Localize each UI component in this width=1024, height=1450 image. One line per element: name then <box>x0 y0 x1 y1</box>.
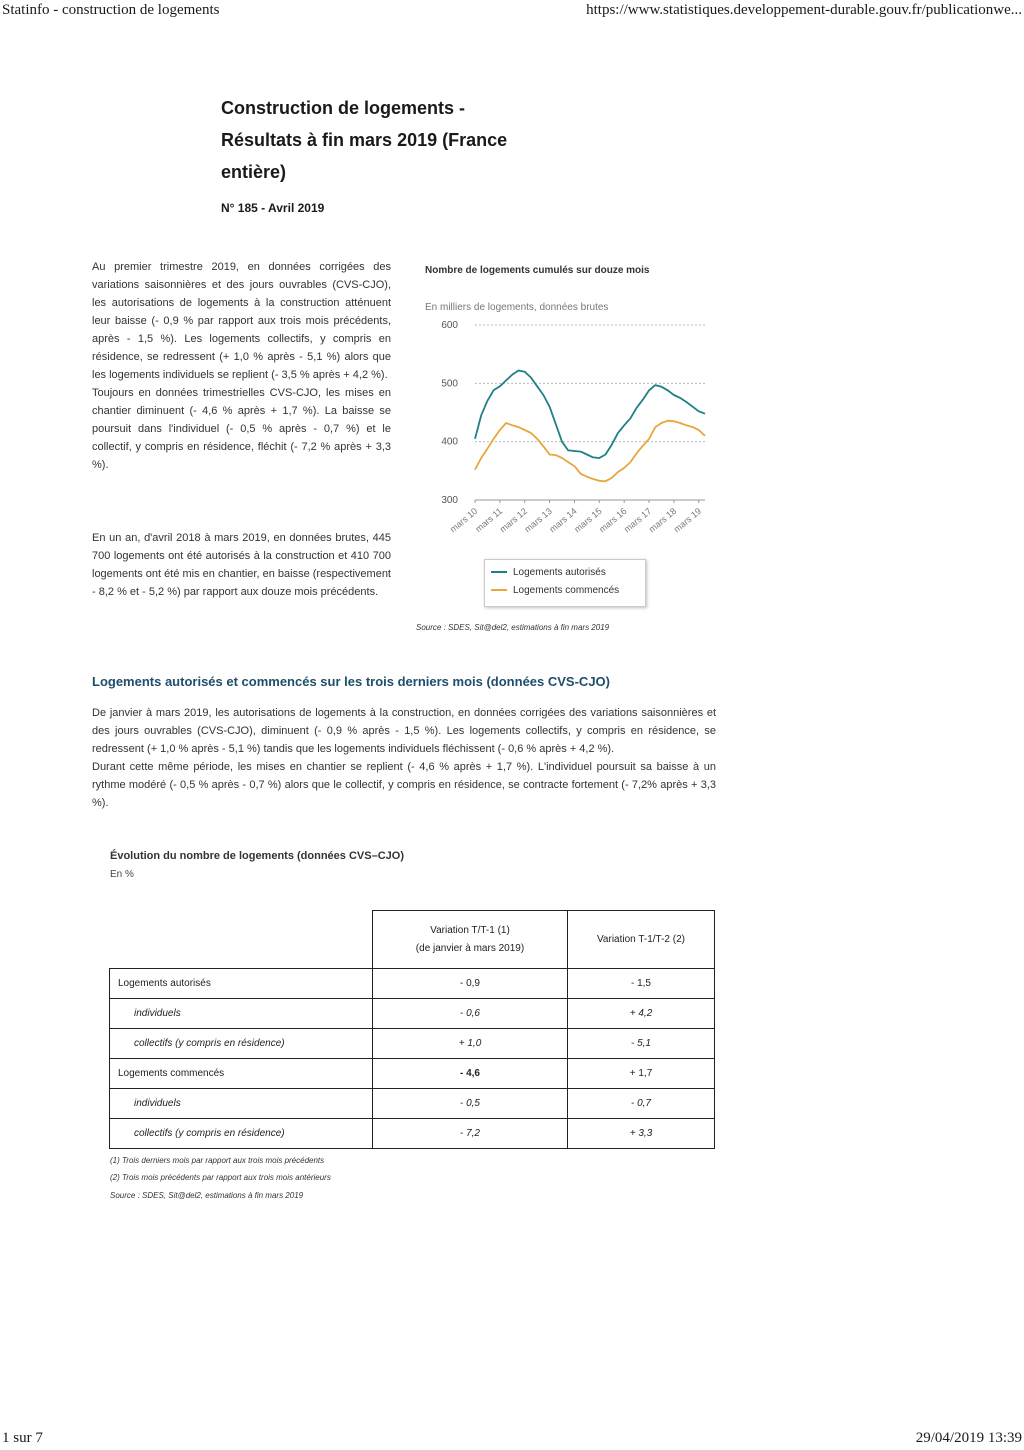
chart-source: Source : SDES, Sit@del2, estimations à fin mars 2019 <box>416 623 610 632</box>
section-title: Logements autorisés et commencés sur les trois derniers mois (données CVS-CJO) <box>92 674 610 689</box>
x-tick-label: mars 17 <box>622 505 654 535</box>
chart-title: Nombre de logements cumulés sur douze mois <box>425 265 650 276</box>
table-row-label: collectifs (y compris en résidence) <box>110 1029 373 1059</box>
table-source: Source : SDES, Sit@del2, estimations à fin mars 2019 <box>110 1191 304 1200</box>
x-tick-label: mars 10 <box>447 505 480 535</box>
intro-paragraph-1: Au premier trimestre 2019, en données corrigées des variations saisonnières et des jours ouvrables (CVS-CJO), les autorisations de logements à la construction atténuent leur baisse (- 0,9 % par rapport aux trois mois précédents, après - 1,5 %). Les logements collectifs, y compris en résidence, se redressent (+ 1,0 % après - 5,1 %) alors que les logements individuels se replient (- 3,5 % après + 4,2 %). <box>92 261 391 381</box>
x-tick-label: mars 14 <box>547 505 579 535</box>
evolution-table <box>109 910 715 1149</box>
line-chart <box>430 315 720 555</box>
table-row <box>110 999 715 1029</box>
table-cell-v2: - 5,1 <box>568 1029 715 1059</box>
intro-text <box>92 258 391 474</box>
legend-item-commences <box>491 584 619 598</box>
legend-swatch-commences <box>491 589 507 591</box>
table-note-2: (2) Trois mois précédents par rapport aux trois mois antérieurs <box>110 1173 331 1182</box>
table-cell-v1: - 0,5 <box>373 1089 568 1119</box>
y-tick-label: 600 <box>441 320 458 331</box>
table-cell-v2: - 1,5 <box>568 969 715 999</box>
x-tick-label: mars 12 <box>497 505 530 535</box>
legend-label-autorises: Logements autorisés <box>513 567 606 578</box>
table-row-label: Logements autorisés <box>110 969 373 999</box>
intro-paragraph-3: En un an, d'avril 2018 à mars 2019, en données brutes, 445 700 logements ont été autorisés à la construction et 410 700 logements ont été mis en chantier, en baisse (respectivement - 8,2 % et - 5,2 %) par rapport aux douze mois précédents. <box>92 532 391 598</box>
print-header-url: https://www.statistiques.developpement-durable.gouv.fr/publicationwe... <box>586 2 1022 18</box>
x-tick-label: mars 11 <box>473 505 505 535</box>
table-header-col1-line1: Variation T/T-1 (1) <box>430 924 510 936</box>
intro-paragraph-2: Toujours en données trimestrielles CVS-CJO, les mises en chantier diminuent (- 4,6 % après + 1,7 %). La baisse se poursuit dans l'individuel (- 0,5 % après - 0,7 %) et le collectif, y compris en résidence, fléchit (- 7,2 % après + 3,3 %). <box>92 387 391 471</box>
table-row-label: collectifs (y compris en résidence) <box>110 1119 373 1149</box>
x-tick-label: mars 19 <box>671 505 704 535</box>
table-row-label: individuels <box>110 999 373 1029</box>
section-text <box>92 704 716 812</box>
x-tick-label: mars 13 <box>522 505 554 535</box>
table-header-variation-tt1 <box>373 911 568 969</box>
print-footer-page: 1 sur 7 <box>2 1430 43 1446</box>
table-row-label: individuels <box>110 1089 373 1119</box>
table-header-col1-line2: (de janvier à mars 2019) <box>415 942 525 954</box>
table-cell-v1: - 0,6 <box>373 999 568 1029</box>
legend-swatch-autorises <box>491 571 507 573</box>
table-row <box>110 969 715 999</box>
table-title: Évolution du nombre de logements (données CVS–CJO) <box>110 850 404 862</box>
print-header-title: Statinfo - construction de logements <box>2 2 220 18</box>
table-row <box>110 1029 715 1059</box>
table-row <box>110 1119 715 1149</box>
page-title: Construction de logements - Résultats à fin mars 2019 (France entière) <box>221 98 508 182</box>
section-paragraph-2: Durant cette même période, les mises en chantier se replient (- 4,6 % après + 1,7 %). L'individuel poursuit sa baisse à un rythme modéré (- 0,5 % après - 0,7 %) alors que le collectif, y compris en résidence, se contracte fortement (- 7,2% après + 3,3 %). <box>92 761 716 809</box>
y-tick-label: 300 <box>441 495 458 506</box>
y-tick-label: 500 <box>441 378 458 390</box>
table-cell-v2: + 1,7 <box>568 1059 715 1089</box>
chart-subtitle: En milliers de logements, données brutes <box>425 302 609 313</box>
table-header-empty <box>110 911 373 969</box>
table-header-variation-t1t2: Variation T-1/T-2 (2) <box>568 911 715 969</box>
x-tick-label: mars 16 <box>597 505 629 535</box>
section-paragraph-1: De janvier à mars 2019, les autorisations de logements à la construction, en données corrigées des variations saisonnières et des jours ouvrables (CVS-CJO), diminuent (- 0,9 % après - 1,5 %). Les logements collectifs, y compris en résidence, se redressent (+ 1,0 % après - 5,1 %) tandis que les logements individuels fléchissent (- 0,6 % après + 4,2 %). <box>92 707 716 755</box>
intro-text-2 <box>92 529 391 601</box>
table-cell-v1: - 4,6 <box>373 1059 568 1089</box>
legend-label-commences: Logements commencés <box>513 585 620 596</box>
table-row-label: Logements commencés <box>110 1059 373 1089</box>
table-cell-v1: - 0,9 <box>373 969 568 999</box>
series-line-commences <box>475 421 705 482</box>
table-unit: En % <box>110 869 134 880</box>
table-header-row <box>110 911 715 969</box>
table-row <box>110 1089 715 1119</box>
table-cell-v2: + 3,3 <box>568 1119 715 1149</box>
table-note-1: (1) Trois derniers mois par rapport aux trois mois précédents <box>110 1156 325 1165</box>
chart-legend <box>484 559 646 607</box>
legend-item-autorises <box>491 566 606 580</box>
x-tick-label: mars 15 <box>572 505 604 535</box>
table-cell-v2: + 4,2 <box>568 999 715 1029</box>
x-tick-label: mars 18 <box>646 505 679 535</box>
series-line-autorises <box>475 371 705 459</box>
print-footer-date: 29/04/2019 13:39 <box>915 1430 1022 1446</box>
issue-number: N° 185 - Avril 2019 <box>221 201 325 215</box>
table-cell-v1: + 1,0 <box>373 1029 568 1059</box>
table-cell-v1: - 7,2 <box>373 1119 568 1149</box>
y-tick-label: 400 <box>441 436 458 448</box>
table-cell-v2: - 0,7 <box>568 1089 715 1119</box>
table-row <box>110 1059 715 1089</box>
